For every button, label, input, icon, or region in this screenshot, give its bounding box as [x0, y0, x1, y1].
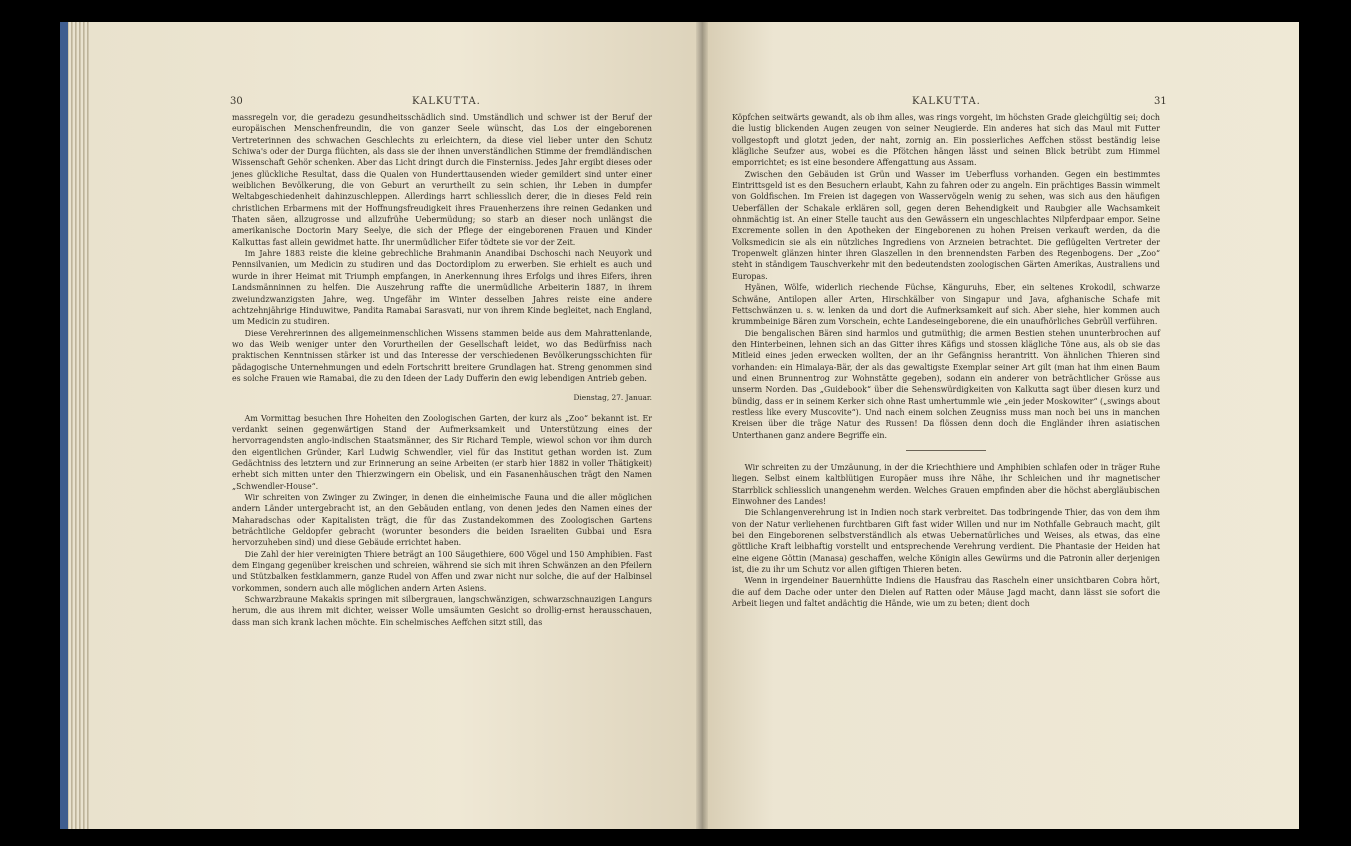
paragraph: Im Jahre 1883 reiste die kleine gebrechliche Brahmanin Anandibai Dschoschi nach Neuyork und Pennsilvanien, um Medicin zu studiren und das Doctordiplom zu erwerben. Sie erhielt es auch und wurde in ihrer Heimat mit Triumph empfangen, in Anerkennung ihres Erfolgs und ihres Eifers, ihren Landsmänninnen zu helfen. Die Auszehrung raffte die unermüdliche Arbeiterin 1887, in ihrem zweiundzwanzigsten Jahre, weg. Ungefähr im Winter desselben Jahres reiste eine andere achtzehnjährige Hinduwitwe, Pandita Ramabai Sarasvati, nur von ihrem Kinde begleitet, nach England, um Medicin zu studiren.: [232, 249, 652, 327]
paragraph: Köpfchen seitwärts gewandt, als ob ihm alles, was rings vorgeht, im höchsten Grade gleichgültig sei; doch die lustig blickenden Augen zeugen von seiner Neugierde. Ein anderes hat sich das Maul mit Futter vollgestopft und glotzt jeden, der naht, zornig an. Ein possierliches Aeffchen stösst beständig leise klägliche Seufzer aus, wobei es die Pfötchen hängen lässt und seinen Blick betrübt zum Himmel emporrichtet; es ist eine besondere Affengattung aus Assam.: [732, 113, 1160, 168]
dateline: Dienstag, 27. Januar.: [573, 393, 652, 403]
paragraph: Diese Verehrerinnen des allgemeinmenschlichen Wissens stammen beide aus dem Mahrattenlande, wo das Weib weniger unter den Vorurtheilen der Gesellschaft leidet, wo das Bedürfniss nach praktischen Kenntnissen stärker ist und das Interesse der verschiedenen Bevölkerungsschichten für pädagogische Unternehmungen und edeln Fortschritt breitere Grundlagen hat. Streng genommen sind es solche Frauen wie Ramabai, die zu den Ideen der Lady Dufferin den ewig lebendigen Antrieb geben.: [232, 328, 652, 383]
paragraph: Die bengalischen Bären sind harmlos und gutmüthig; die armen Bestien stehen ununterbrochen auf den Hinterbeinen, lehnen sich an das Gitter ihres Käfigs und stossen klägliche Töne aus, als ob sie das Mitleid eines jeden erwecken wollten, der an ihr Gefängniss herantritt. Von ähnlichen Thieren sind vorhanden: ein Himalaya-Bär, der als das gewaltigste Exemplar seiner Art gilt (man hat ihm einen Baum und einen Brunnentrog zur Wohnstätte gegeben), sodann ein anderer von beträchtlicher Grösse aus unserm Norden. Das „Guidebook“ über die Sehenswürdigkeiten von Kalkutta sagt über diesen kurz und bündig, dass er in seinem Kerker sich ohne Rast umhertummle wie „ein jeder Moskowiter“ („swings about restless like every Muscovite“). Und nach einem solchen Zeugniss muss man noch bei uns in manchen Kreisen über die träge Natur des Russen! Da flössen denn doch die Engländer ihren asiatischen Unterthanen ganz andere Begriffe ein.: [732, 328, 1160, 440]
page-number: 30: [230, 96, 243, 107]
paragraph: Wenn in irgendeiner Bauernhütte Indiens die Hausfrau das Rascheln einer unsichtbaren Cobra hört, die auf dem Dache oder unter den Dielen auf Ratten oder Mäuse Jagd macht, dann lässt sie sofort die Arbeit liegen und faltet andächtig die Hände, wie um zu beten; dient doch: [732, 576, 1160, 609]
open-book: [60, 22, 1299, 829]
paragraph: Die Zahl der hier vereinigten Thiere beträgt an 100 Säugethiere, 600 Vögel und 150 Amphibien. Fast dem Eingang gegenüber kreischen und schreien, während sie sich mit ihren Schwänzen an den Pfeilern und Stützbalken festklammern, ganze Rudel von Affen und zwar nicht nur solche, die auf der Halbinsel vorkommen, sondern auch alle möglichen andern Arten Asiens.: [232, 549, 652, 593]
paragraph: Schwarzbraune Makakis springen mit silbergrauen, langschwänzigen, schwarzschnauzigen Langurs herum, die aus ihrem mit dichter, weisser Wolle umsäumten Gesicht so drollig-ernst herausschauen, dass man sich krank lachen möchte. Ein schelmisches Aeffchen sitzt still, das: [232, 595, 652, 627]
page-edges: [68, 22, 90, 829]
paragraph: Wir schreiten zu der Umzäunung, in der die Kriechthiere und Amphibien schlafen oder in träger Ruhe liegen. Selbst einem kaltblütigen Europäer muss ihre Nähe, ihr Schleichen und ihr magnetischer Starrblick schliesslich unangenehm werden. Welches Grauen empfinden aber die höchst abergläubischen Einwohner des Landes!: [732, 462, 1160, 506]
book-cover-edge: [60, 22, 68, 829]
paragraph: Hyänen, Wölfe, widerlich riechende Füchse, Känguruhs, Eber, ein seltenes Krokodil, schwarze Schwäne, Antilopen aller Arten, Hirschkälber von Singapur und Java, afghanische Schafe mit Fettschwänzen u. s. w. lenken da und dort die Aufmerksamkeit auf sich. Aber siehe, hier kommen auch krummbeinige Bären zum Vorschein, echte Landeseingeborene, die ein unaufhörliches Gebrüll verführen.: [732, 283, 1160, 327]
paragraph: Die Schlangenverehrung ist in Indien noch stark verbreitet. Das todbringende Thier, das von dem ihm von der Natur verliehenen furchtbaren Gift fast wider Willen und nur im Nothfalle Gebrauch macht, gilt bei den Eingeborenen selbstverständlich als etwas Uebernatürliches und Weises, als etwas, das eine göttliche Kraft leibhaftig vorstellt und entsprechende Verehrung verdient. Die Phantasie der Heiden hat eine eigene Göttin (Manasa) geschaffen, welche Königin alles Gewürms und die Patronin aller derjenigen ist, die zu ihr um Schutz vor allen giftigen Thieren beten.: [732, 508, 1160, 575]
right-body-text: [732, 112, 1160, 609]
running-head: KALKUTTA.: [912, 96, 981, 107]
page-number: 31: [1154, 96, 1167, 107]
paragraph: Am Vormittag besuchen Ihre Hoheiten den Zoologischen Garten, der kurz als „Zoo“ bekannt ist. Er verdankt seinen gegenwärtigen Stand der Aufmerksamkeit und Unterstützung eines der hervorragendsten anglo-indischen Staatsmänner, des Sir Richard Temple, wiewol schon vor ihm durch den eigentlichen Gründer, Karl Ludwig Schwendler, viel für das Institut gethan worden ist. Zum Gedächtniss des letztern und zur Erinnerung an seine Arbeiten (er starb hier 1882 in voller Thätigkeit) erhebt sich mitten unter den Thierzwingern ein Obelisk, und ein Fasanenhäuschen trägt den Namen „Schwendler-House“.: [232, 413, 652, 491]
paragraph: massregeln vor, die geradezu gesundheitsschädlich sind. Umständlich und schwer ist der Beruf der europäischen Menschenfreundin, die von ganzer Seele wünscht, das Los der eingeborenen Vertreterinnen des schwachen Geschlechts zu erleichtern, da diese viel lieber unter den Schutz Schiwa's oder der Durga flüchten, als dass sie der ihnen unverständlichen Stimme der fremdländischen Wissenschaft Gehör schenken. Aber das Licht dringt durch die Finsterniss. Jedes Jahr ergibt dieses oder jenes glückliche Resultat, dass die Qualen von Hunderttausenden wieder gemildert sind unter einer weiblichen Bevölkerung, die von Geburt an verurtheilt zu sein schien, ihr Leben in dumpfer Weltabgeschiedenheit dahinzuschleppen. Allerdings harrt schliesslich derer, die in dieses Feld rein christlichen Erbarmens mit der Hoffnungsfreudigkeit ihres Frauenherzens ihre reinen Gedanken und Thaten säen, allzugrosse und allzufrühe Uebermüdung; so starb an dieser noch unlängst die amerikanische Doctorin Mary Seelye, die sich der Pflege der eingeborenen Frauen und Kinder Kalkuttas fast allein gewidmet hatte. Ihr unermüdlicher Eifer tödtete sie vor der Zeit.: [232, 113, 652, 247]
running-head: KALKUTTA.: [412, 96, 481, 107]
paragraph: Zwischen den Gebäuden ist Grün und Wasser im Ueberfluss vorhanden. Gegen ein bestimmtes Eintrittsgeld ist es den Besuchern erlaubt, Kahn zu fahren oder zu angeln. Ein prächtiges Bassin wimmelt von Goldfischen. Im Freien ist dagegen von Wasservögeln wenig zu sehen, was sich aus den häufigen Ueberfällen der Schakale erklären soll, gegen deren Behendigkeit und Raubgier alle Wachsamkeit ohnmächtig ist. An einer Stelle taucht aus den Gewässern ein ungeschlachtes Nilpferdpaar empor. Seine Excremente sollen in den Apotheken der Eingeborenen zu hohen Preisen verkauft werden, da die Volksmedicin sie als ein nützliches Ingrediens von Arzneien betrachtet. Die geflügelten Vertreter der Tropenwelt glänzen hinter ihren Glaszellen in den brennendsten Farben des Regenbogens. Der „Zoo“ steht in ständigem Tauschverkehr mit den bedeutendsten zoologischen Gärten Amerikas, Australiens und Europas.: [732, 169, 1160, 281]
book-gutter: [696, 22, 708, 829]
paragraph: Wir schreiten von Zwinger zu Zwinger, in denen die einheimische Fauna und die aller möglichen andern Länder untergebracht ist, an den Gebäuden entlang, von denen jedes den Namen eines der Maharadschas oder Kapitalisten trägt, die für das Zustandekommen des Zoologischen Gartens beträchtliche Geldopfer gebracht (worunter besonders die beiden Israeliten Gubbai und Esra hervorzuheben sind) und diese Gebäude errichtet haben.: [232, 493, 652, 548]
right-page: [702, 22, 1299, 829]
left-page: [90, 22, 702, 829]
left-body-text: [232, 112, 652, 628]
section-divider: [906, 450, 986, 451]
